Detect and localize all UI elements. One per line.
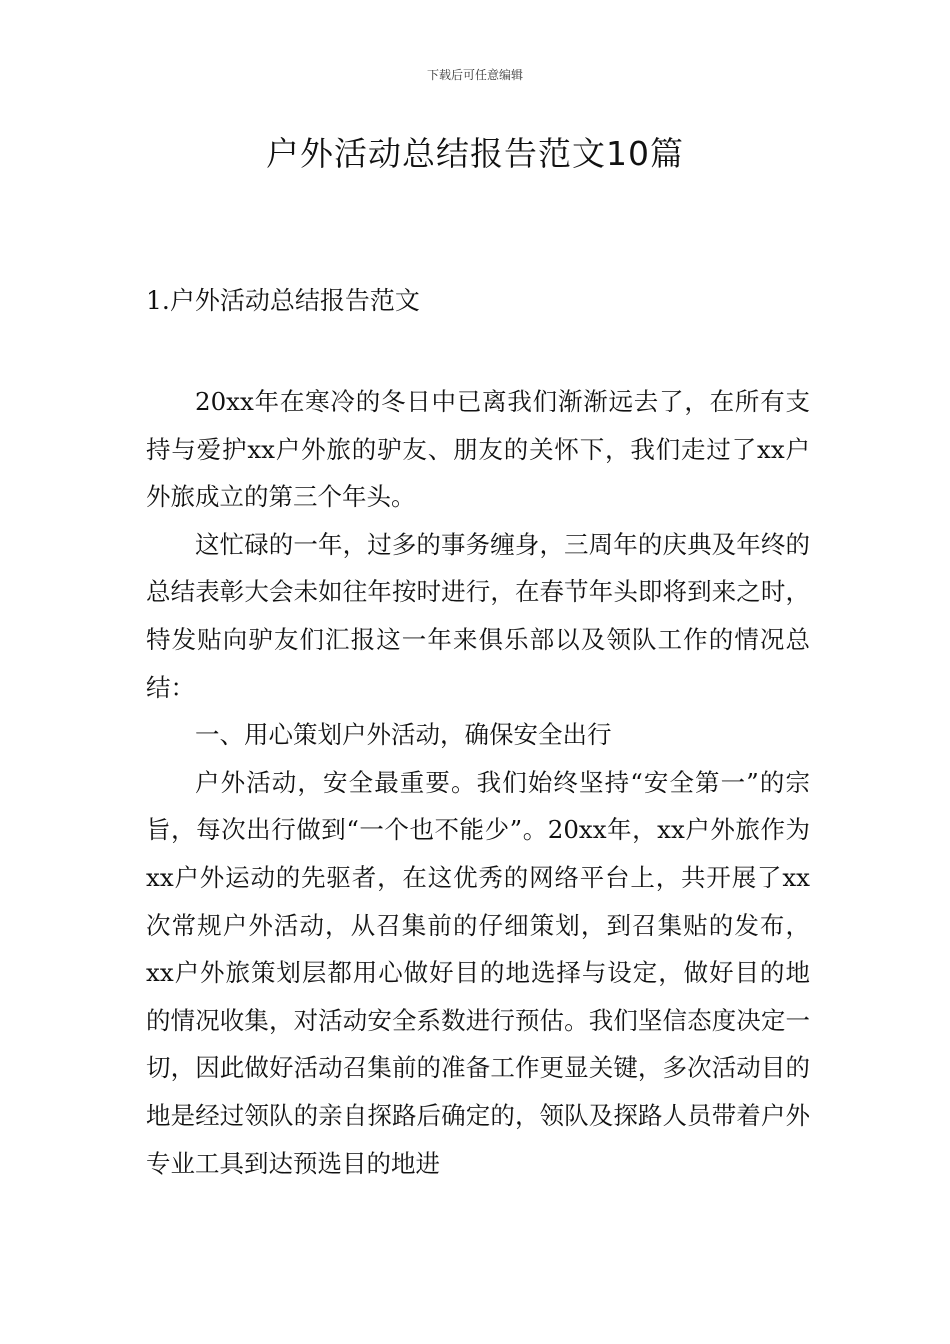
paragraph: 一、用心策划户外活动，确保安全出行 [195,720,612,750]
body-text [146,378,810,1187]
document-title: 户外活动总结报告范文10篇 [266,134,684,173]
paragraph: 这忙碌的一年，过多的事务缠身，三周年的庆典及年终的总结表彰大会未如往年按时进行，在春节年头即将到来之时，特发贴向驴友们汇报这一年来俱乐部以及领队工作的情况总结： [146,529,810,702]
paragraph: 20xx年在寒冷的冬日中已离我们渐渐远去了，在所有支持与爱护xx户外旅的驴友、朋友的关怀下，我们走过了xx户外旅成立的第三个年头。 [146,387,810,512]
section-heading: 1.户外活动总结报告范文 [146,286,420,315]
header-note: 下载后可任意编辑 [426,68,523,82]
paragraph: 户外活动，安全最重要。我们始终坚持“安全第一”的宗旨，每次出行做到“一个也不能少”。20xx年，xx户外旅作为xx户外运动的先驱者，在这优秀的网络平台上，共开展了xx次常规户外活动，从召集前的仔细策划，到召集贴的发布，xx户外旅策划层都用心做好目的地选择与设定，做好目的地的情况收集，对活动安全系数进行预估。我们坚信态度决定一切，因此做好活动召集前的准备工作更显关键，多次活动目的地是经过领队的亲自探路后确定的，领队及探路人员带着户外专业工具到达预选目的地进 [146,767,810,1178]
